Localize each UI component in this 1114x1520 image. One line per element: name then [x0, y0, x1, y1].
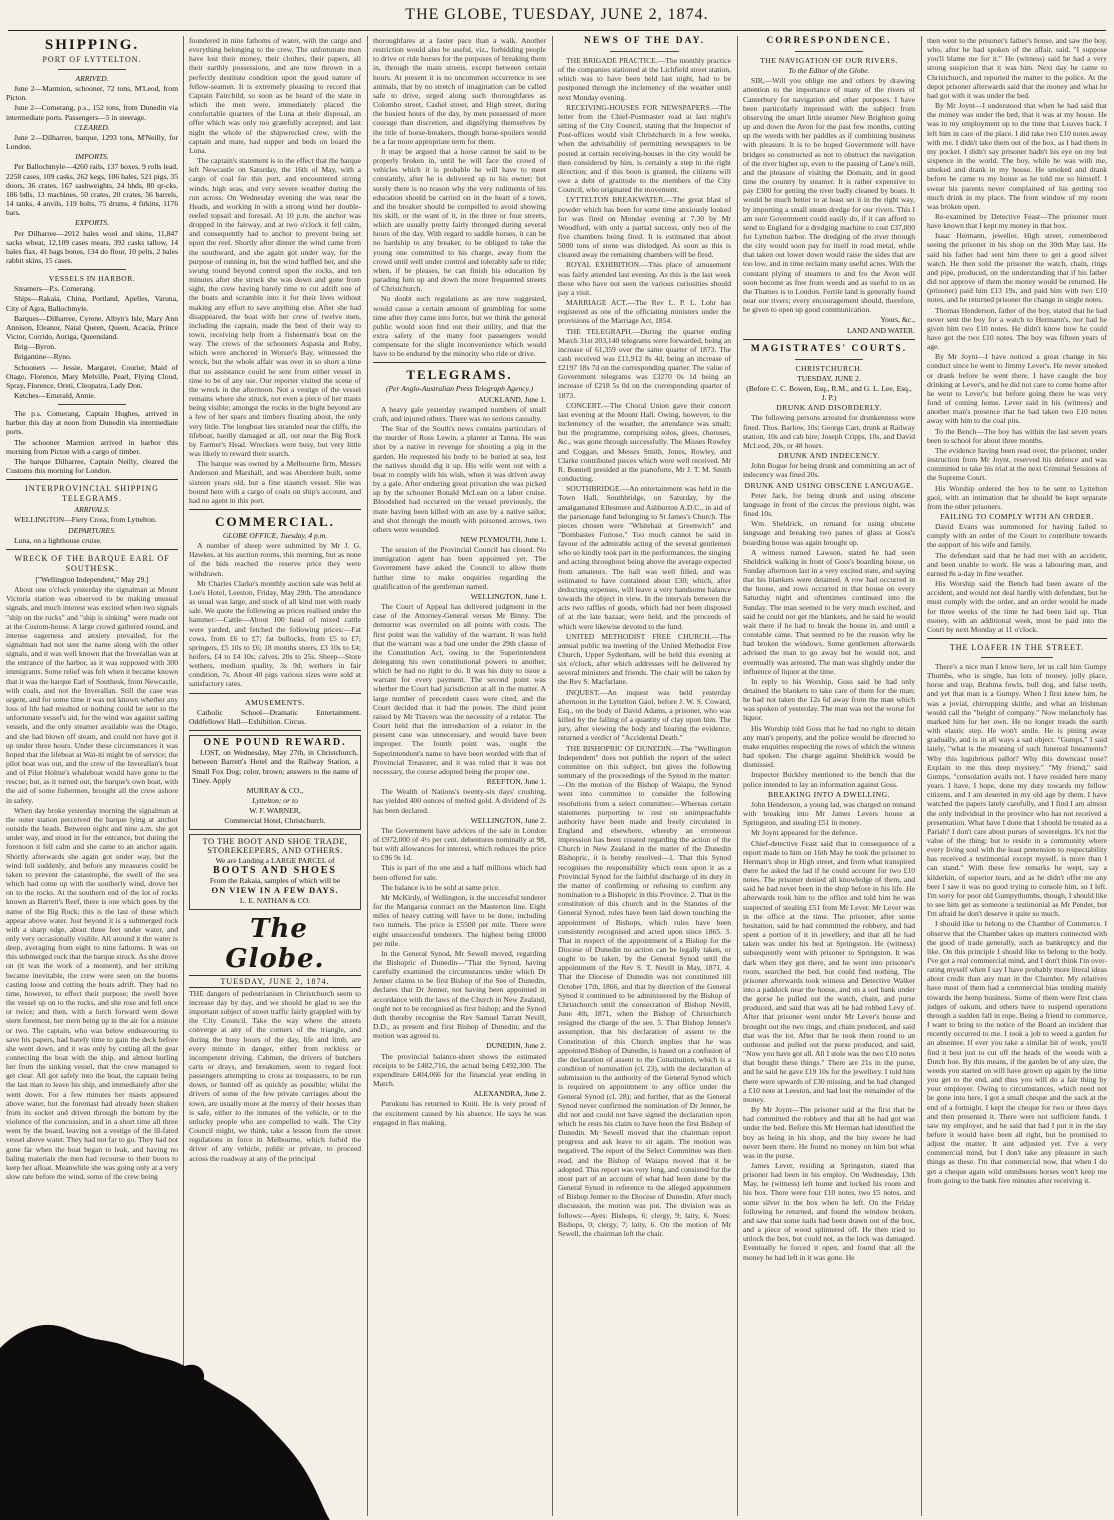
telegram-item: The session of the Provincial Council has closed. No immigration agent has been appointed yet. The Government have asked the Council to allow them further time to make enquiries regarding the qualification of the gentleman named.	[373, 545, 546, 591]
article-paragraph: About one o'clock yesterday the signalman at Mount Victoria station was observed to be making unusual signals, and much interest was excited when two signals "ship on the rocks" and "ship is sinking" were made out at the Custom-house. A large crowd gathered round, and intense eagerness and anxiety prevailed, for the signalman had not sent the name along with the other signals, and it was well known that the Inverallan was at the entrance of the harbor, as it was supposed with 300 immigrants. Some relief was felt when it became known that it was the barque Earl of Southesk, from Newcastle, with coals, and not the Inverallan. Still the case was urgent, and for some time it was not known whether any loss of life had resulted or nothing could be sent to the unfortunate vessel's aid, for the wind was against sailing vessels, and the only steamer available was the Otago, and she had blown off steam, and could not have got it up under three hours. Under these circumstances it was hoped that the lifeboat at Wai-iti might be of service; the pilot boat was out, and the crew of the Inverallan's boat and of Pilot Holme's whaleboat would have gone to the rescue; but, as it turned out, the barque's own boat, with the aid of some fishermen, brought all the crew ashore in safety.	[6, 585, 178, 805]
reward-ad-contact: MURRAY & CO.,	[246, 785, 304, 795]
subheading-departures: DEPARTURES.	[68, 525, 116, 535]
subheading-arrived: ARRIVED.	[75, 74, 109, 83]
news-item: THE BRIGADE PRACTICE.—The monthly practice of the companies stationed at the Lichfield street station, which was to have been held last night, had to be postponed through the inclemency of the weather until next Monday evening.	[558, 56, 731, 102]
vessel-list-item: Brig—Byron.	[14, 342, 56, 352]
telegram-item: A heavy gale yesterday swamped numbers of small craft, and injured others. There was no serious casualty.	[373, 404, 546, 423]
case-paragraph: James Lever, residing at Springston, stated that prisoner had been in his employ. On Wednesday, 13th May, he (witness) left home and locked his room and his box. There were four £10 notes, two £5 notes, and some silver in the box when he left. On the Friday following he returned, and found the window broken, and saw that some nails had been drawn out of the box, and a piece of wood splintered off. He then tried to unlock the box, but could not, as the lock was damaged. Eventually he forced it open, and found that all the money he had left in it was gone. He	[743, 1160, 915, 1262]
subheading-port: PORT OF LYTTELTON.	[42, 55, 142, 64]
case-paragraph: A witness named Lawson, stated he had seen Sheldrick walking in front of Goss's boarding house, on Sunday afternoon last in a very excited state, and saying that his blankets were detained. A row had occurred in the house, and rows occurred in that house on every Saturday night and oftentimes continued into the Sunday. The man seemed to be very much excited, and said he could not get the blankets, and he said he would wait there if he had to break the house in, and until a constable came. That seemed to be the reason why he had broken the windows. Some gentlemen afterwards advised the man to go away but he would not, and eventually was arrested. The man was slightly under the influence of liquor at the time.	[743, 547, 915, 676]
news-item: CONCERT.—The Choral Union gave their concert last evening at the Mount Hall. Owing, however, to the inclemency of the weather, the attendance was small; but the programme, comprising solos, glees, choruses, &c., was gone through successfully. The Misses Rowley and Coggan, and Messrs Smith, Jones, Rowley, and Clarke contributed pieces which were well received. Mr R. Bonnell presided at the pianoforte, Mr J. T. M. Smith conducting.	[558, 400, 731, 484]
letter-heading: THE NAVIGATION OF OUR RIVERS.	[760, 56, 898, 65]
section-heading-news: NEWS OF THE DAY.	[583, 36, 706, 46]
arrival-entry: WELLINGTON—Fiery Cross, from Lyttelton.	[14, 515, 157, 525]
case-heading: DRUNK AND INDECENCY.	[778, 451, 880, 461]
telegram-agency: (Per Anglo-Australian Press Telegraph Agency.)	[385, 384, 533, 394]
telegram-item: Purukutu has returned to Kuiti. He is very proud of the excitement caused by his absence. He says he was engaged in flax making.	[373, 1099, 546, 1127]
column-rule	[183, 36, 184, 1516]
case-paragraph: David Evans was summoned for having failed to comply with an order of the Court to contribute towards the support of his wife and family.	[927, 522, 1107, 550]
shipping-note: The schooner Marmion arrived in harbor this morning from Picton with a cargo of timber.	[6, 437, 178, 456]
article-paragraph: A number of sheep were submitted by Mr J. G. Hawkes, at his auction rooms, this morning, but as none of the bids reached the reserve price they were withdrawn.	[189, 541, 361, 578]
editorial-masthead: The Globe.	[225, 913, 325, 974]
news-item: THE BISHOPRIC OF DUNEDIN.—The "Wellington Independent" does not publish the report of the select committee on this subject, but gives the following summary of the proceedings of the Synod in the matter:—On the motion of the Bishop of Waiapu, the Synod went into committee to consider the following resolutions from a select committee:—Whereas certain statements purporting to rest on unimpeachable authority have been made and freely circulated in England and elsewhere, whereby an erroneous impression has been created regarding the action of the Church in New Zealand in the matter of the Dunedin Bishopric, it is hereby resolved—1. That this Synod recognises the responsibility which rests upon it as a Provincial Synod for the faithful discharge of its duty in the matter of confirming or refusing to confirm any nomination to a Bishopric in this Province. 2. That in the constitution of this church and in the Statutes of the General Synod, rules have been laid down touching the appointment of Bishops, which rules have been consistently recognised and acted upon since 1865. 3. That in respect of the appointment of a Bishop for the Diocese of Dunedin no action can be legally taken, or ought to be taken, by the General Synod until the appointment of the Rev S. T. Nevill in May, 1871. 4. That the Diocese of Dunedin was not constituted till October 17th, 1866, and that by direction of the General Synod it continued to be administered by the Bishop of Christchurch until the consecration of Bishop Nevill, June 4th, 1871, when the Bishop of Christchurch resigned the charge of the see. 5. That Bishop Jenner's assumption, that his declaration of assent to the Constitution of this Church implies that he was appointed Bishop of Dunedin, is based on a confusion of the declaration of assent to the Constitution, which is a condition of nomination (cl. 23), with the declaration of submission to the authority of the General Synod which is required on appointment to any office under the General Synod (cl. 28); and further, that as the General Synod never confirmed the nomination of Dr Jenner, he did not and could not have signed the declaration upon which he rests his claim to have been the first Bishop of Dunedin. Mr Sewell moved that the chairman report progress and ask leave to sit again. The motion was negatived. The report of the Select Committee was then read, and the Bishop of Waiapu moved that it be adopted. This report was very long, and consisted for the most part of an account of what had been done by the General Synod in reference to the alleged appointment of Bishop Jenner to the Diocese of Dunedin. After much discussion, the motion was put. The division was as follows:—Ayes: Bishops, 6; clergy, 9; laity, 6. Noes: Bishops, 0; clergy, 7; laity, 6. On the motion of Mr Sewell, the chairman left the chair.	[558, 743, 731, 1238]
arrival-entry: June 2—Comerang, p.s., 152 tons, from Dunedin via intermediate ports. Passengers—5 in steerage.	[6, 103, 178, 122]
case-paragraph: John Bogue for being drunk and committing an act of indecency was fined 20s.	[743, 461, 915, 480]
telegram-item: This is part of the one and a half millions which had been offered for sale.	[373, 863, 546, 882]
column-rule	[367, 36, 368, 1516]
telegram-dateline: WELLINGTON, June 1.	[470, 591, 546, 601]
column-5-correspondence	[743, 36, 915, 1506]
section-heading-commercial: COMMERCIAL.	[215, 513, 335, 529]
news-item: UNITED METHODIST FREE CHURCH.—The annual public tea meeting of the United Methodist Free Church, Upper Sydenham, will be held this evening at six o'clock, after which addresses will be delivered by several ministers and friends. The chair will be taken by the Rev S. Macfarlane.	[558, 631, 731, 687]
letter-paragraph: SIR,—Will you oblige me and others by drawing attention to the importance of many of the rivers of Canterbury for navigation and other purposes. I have been particularly impressed with the subject from observing the smart little steamer New Brighton going up and down the Avon for the past few months, cutting up the weeds with her paddles as if combining business with pleasure. It is to be hoped Government will have bridges so constructed as not to obstruct the navigation of the river higher up, even to the passing of Lane's mill, and the pleasure of visiting the Domain, and in good time the country by steamer. It is rather expensive to pay £300 for getting the river badly cleaned by boats. It would be much better to at least set it in the right way, by importing a small steam dredge for our rivers. This I am sure Government could easily do, if it can afford to send to England for a dredging machine to cost £37,000 for Lyttelton harbor. The dredging of the river through the city would soon pay for itself in road metal, while that taken out lower down would raise the sides that are too low, and in time reclaim many useful acres. With the constant plying of steamers to and fro the Avon will soon become as free from weeds and as useful to us as the Thames is to London. Fertile land is generally found near our rivers; every encouragement should, therefore, be given to open up good communication.	[743, 76, 915, 315]
section-heading-shipping: SHIPPING.	[44, 37, 140, 53]
boots-ad-text: From the Rakaia, samples of which will be	[209, 876, 341, 886]
case-paragraph: His Worship told Goss that he had no right to detain any man's property, and the police would be directed to make enquiries respecting the rows of which the witness had spoken. The charge against Sheldrick would be dismissed.	[743, 723, 915, 770]
column-3-telegrams	[373, 36, 546, 1506]
amusements-list: Catholic School—Dramatic Entertainment. Oddfellows' Hall—Exhibition. Circus.	[189, 707, 361, 726]
telegram-dateline: WELLINGTON, June 2.	[470, 815, 546, 825]
case-paragraph: Mr Joynt appeared for the defence.	[751, 828, 858, 838]
case-paragraph: His Worship said the Bench had been aware of the accident, and would not deal hardly with defendant, but he must comply with the order, and an order would be made for three weeks of the time he had been laid up. That money, with an additional week, must be paid into the Court by next Monday at 11 o'clock.	[927, 579, 1107, 634]
case-paragraph: Thomas Henderson, father of the boy, stated that he had never sent the boy for a watch to Hermann's, nor had he given him two £10 notes. He didn't know how he could have got the two £10 notes. The boy was fifteen years of age.	[927, 305, 1107, 352]
case-paragraph: Peter Jack, for being drunk and using obscene language in front of the circus the previous night, was fined 10s.	[743, 490, 915, 519]
subheading-imports: IMPORTS.	[75, 152, 109, 162]
article-paragraph: Mr Charles Clarke's monthly auction sale was held at Loe's Hotel, Leeston, Friday, May 29th. The attendance as usual was large, and stock of all kind met with ready sale. We quote the following as prices realised under the hammer:—Cattle—About 100 head of mixed cattle were yarded, and fetched the following prices:—Fat cows, from £6 to £7; fat bullocks, from £5 to £7; springers, £5 10s to £6; 18 months steers, £3 10s to £4; heifers, £4 to £4 10s; calves, 20s to 25s. Sheep—Store wethers, medium quality, 3s 9d; wethers in fair condition, 7s. About 40 pigs various sizes were sold at satisfactory rates.	[189, 578, 361, 689]
court-bench: (Before C. C. Bowen, Esq., R.M., and G. L. Lee, Esq., J. P.)	[746, 384, 912, 403]
subheading-arrivals: ARRIVALS.	[74, 505, 110, 515]
editorial-dateline: TUESDAY, JUNE 2, 1874.	[189, 975, 361, 988]
boots-ad-heading: TO THE BOOT AND SHOE TRADE, STOREKEEPERS, AND OTHERS.	[202, 835, 348, 855]
subheading-interprovincial: INTERPROVINCIAL SHIPPING TELEGRAMS.	[25, 484, 159, 504]
news-item: RECEIVING-HOUSES FOR NEWSPAPERS.—The letter from the Chief-Postmaster read at last night's sitting of the City Council, stating that the Inspector of Post-offices would visit Christchurch in a few weeks, when the advisability of permitting newspapers to be posted at certain receiving-houses in the city would be then considered by him, is certainly a step in the right direction; and if this boon is granted, the citizens will owe a debt of gratitude to the members of the City Council, who originated the movement.	[558, 102, 731, 195]
case-paragraph: John Henderson, a young lad, was charged on remand with breaking into Mr James Levers house at Springston, and stealing £51 in money.	[743, 799, 915, 828]
vessel-list-item: Ketches—Emerald, Annie.	[14, 391, 96, 400]
case-paragraph: Isaac Hermann, jeweller, High street, remembered seeing the prisoner in his shop on the 30th May last. He said his father had sent him there to get a good silver watch. He then sold the prisoner the watch, chain, rings and pipe, produced, on the understanding that if his father did not approve of them the money would be returned. He (prisoner) paid him £13 19s, and paid him with two £10 notes, and he returned prisoner the change in single notes.	[927, 231, 1107, 305]
telegram-item: The Court of Appeal has delivered judgment in the case of the Attorney-General versus Mr Binny. The demurrer was overruled on all points with costs. The first point was the validity of the warrant. It was held that the warrant was a bad one under the 29th clause of the Constitution Act, owing to the Superintendent delegating his own constitutional powers to another, which he had no right to do. It was his duty to issue a warrant for every payment. The second point was whether the Court had jurisdiction at all in the matter. A large number of precedent cases were cited, and the Court decided that it had the power. The third point raised by Mr Travers was the necessity of a relator. The Court held that the introduction of a relator in the present case was unnecessary, and would have been improper. The fourth point was, ought the Superintendent's name to have been worded with that of Provincial Treasurer, and it was ruled that it was not necessary, the course adopted being the proper one.	[373, 602, 546, 776]
case-paragraph: Wm. Sheldrick, on remand for using obscene language and breaking two panes of glass at Goss's boarding house was again brought up.	[743, 519, 915, 547]
boots-ad-text: We are Landing a LARGE PARCEL of	[215, 855, 335, 865]
article-source: ["Wellington Independent," May 29.]	[35, 574, 149, 584]
case-paragraph: In reply to his Worship, Goss said he had only detained the blankets to take care of them for the man; he had not taken the 12s 6d away from the man which was spoken of yesterday. The man was not the worse for liquor.	[743, 676, 915, 723]
advertisement-boots	[189, 834, 361, 910]
boots-ad-merchant: L. E. NATHAN & CO.	[239, 896, 311, 906]
advertisement-reward	[189, 735, 361, 829]
telegram-item: Mr McKirdy, of Wellington, is the successful tenderer for the Mangarua contract on the Masterton line. Eight miles of heavy cutting will have to be done, including two tunnels. The price is £5500 per mile. There were eight unsuccessful tenderers. The highest being £8000 per mile.	[373, 892, 546, 948]
reward-ad-contact: Commercial Hotel, Christchurch.	[224, 816, 326, 826]
article-paragraph: I should like to belong to the Chamber of Commerce. I observe that the Chamber takes up matters connected with the good of trade generally, such as bankruptcy and the like. On this principle I should like to belong to the body. I've got a real commercial mind, and I don't think I'm over-rating myself when I say I have probably more literal ideas about credit than any man in the Chamber. My relatives have most of them had a commercial bias tending mainly towards the hemp business. Some of them were first class judges of oakum, and others have to suspend operations through a sudden fall in rope. Being a friend to commerce, I want to bring to the notice of the Board an incident that recently occurred to me. I took a job to weed a garden for an absentee. If ever you take a similar bit of work, you'll find it best just to cut off the heads of the weeds with a Dutch hoe. By this means, if the garden be of any size, the weeds you started on will have grown up again by the time you get to the end, and thus you will do a fair thing by your employer. Owing to circumstances, which need not be gone into here, I got a small cheque and the sack at the end of a fortnight. I kept the cheque for two or three days and then presented it. There were not sufficient funds. I saw my employer, and he said that had I put it in the day before it would have been all right, but he promised to adjust the matter. It aint adjusted yet. I've a very commercial mind, but I don't take any pleasure in such things as these. I'm that commercial now, that when I do get a cheque again wild omnibuses horses won't keep me from going to the bank five minutes after receiving it.	[927, 919, 1107, 1185]
telegram-item: The Government have advices of the sale in London of £972,000 of 4½ per cent. debentures nominally at 98, but with allowances for interest, which reduces the price to £96 9s 1d.	[373, 825, 546, 863]
telegram-item: The Star of the South's news contains particulars of the murder of Ross Lewin, a planter at Tanna. He was shot by a native in revenge for shooting a pig in the garden. He requested his body to be buried at sea, lest the natives should dig it up. His wife went out with a boat to comply with his wish, when it was driven away by a gale. After enduring great privation she was picked up by the schooner Ronald McLean on a labor cruise. Bloodshed had occurred on the vessel previously, the mate having been killed with an axe by a native sailor, and shot through the mouth with poisoned arrows, two others were wounded.	[373, 424, 546, 534]
shipping-note: The p.s. Comerang, Captain Hughes, arrived in harbor this day at noon from Dunedin via intermediate ports.	[6, 409, 178, 437]
cleared-entry: June 2—Dilharree, barque, 1293 tons, M'Neilly, for London.	[6, 132, 178, 152]
reward-ad-contact: Lyttelton; or to	[252, 796, 298, 806]
news-item: INQUEST.—An inquest was held yesterday afternoon in the Lyttelton Gaol, before J. W. S. Coward, Esq., on the body of David Adams, a prisoner, who was killed by the falling of a quantity of clay upon him. The jury, after viewing the body and hearing the evidence, returned a verdict of "Accidental Death."	[558, 687, 731, 743]
vessel-list-item: Ships—Rakaia, China, Portland, Apelles, Varuna, City of Agra, Ballochmyle.	[6, 294, 178, 313]
news-item: LYTTELTON BREAKWATER.—The great blast of powder which has been for some time anxiously looked for was fired on Monday evening at 7.30 by Mr Woodford, with only a partial success, only two of the five chambers being fired. It is estimated that about 5000 tons of stone was dislodged. As soon as this is cleared away the remaining chambers will be fired.	[558, 195, 731, 260]
case-paragraph: then went to the prisoner's father's house, and saw the boy, who, after he had spoken of the affair, said, "I suppose you'll blame me for it." He (witness) said he had a very strong suspicion that it was him. Next day he came to Christchurch, and reported the matter to the police. At the depot prisoner afterwards said that the money and what he had got with it was under the bed.	[927, 36, 1107, 100]
telegram-dateline: REEFTON, June 1.	[486, 777, 546, 787]
subheading-amusements: AMUSEMENTS.	[245, 697, 305, 707]
article-heading-wreck: WRECK OF THE BARQUE EARL OF SOUTHESK.	[14, 553, 170, 573]
subheading-cleared: CLEARED.	[74, 122, 110, 132]
case-paragraph: The following persons arrested for drunkenness were fined. Thos. Barlow, 10s; George Carr, drunk at Railway station, 10s and cab hire; Joseph Cripps, 10s, and David McLeod, 20s, or 48 hours.	[743, 413, 915, 450]
exports-entry: Per Dilharree—2012 bales wool and skins, 11,847 sacks wheat, 12,109 cases meats, 392 casks tallow, 14 bales flax, 41 bags bones, 134 do flour, 10 pelts, 2 bales rabbit skins, 15 cases.	[6, 228, 178, 265]
telegram-dateline: AUCKLAND, June 1.	[478, 394, 546, 404]
case-paragraph: By Mr Joynt—I understood that when he had said that the money was under the bed, that it was at my house. He was in my employment up to the time that Leaves back. I left him in care of the place. I did take two £10 notes away with me. I didn't take them out of the box, as I had them in my pocket. I didn't say prisoner hadn't his eye on my but sixpence in the world. The boy, while he was with me, smoked and drank in my house. He smoked and drank before he came to my house as he told me so himself. I swear his parents never complained of his getting too much drink in my place. The front window of my room was broken open.	[927, 101, 1107, 211]
letter-salutation: To the Editor of the Globe.	[788, 66, 870, 76]
telegram-item: The Wealth of Nations's twenty-six days' crushing, has yielded 400 ounces of melted gold. A dividend of 2s has been declared.	[373, 787, 546, 815]
column-2-commercial	[189, 36, 361, 1506]
article-heading-loafer: THE LOAFER IN THE STREET.	[949, 643, 1085, 652]
arrival-entry: June 2—Marmion, schooner, 72 tons, M'Leod, from Picton.	[6, 84, 178, 103]
case-paragraph: Re-examined by Detective Feast—The prisoner must have known that I kept my money in that box.	[927, 211, 1107, 231]
case-paragraph: His Worship ordered the boy to be sent to Lyttelton gaol, with an intimation that he should be kept separate from the other prisoners.	[927, 483, 1107, 511]
case-heading: DRUNK AND USING OBSCENE LANGUAGE.	[744, 480, 914, 490]
boots-ad-view: ON VIEW IN A FEW DAYS.	[211, 885, 339, 896]
newspaper-masthead-title: THE GLOBE, TUESDAY, JUNE 2, 1874.	[405, 6, 709, 23]
case-heading: DRUNK AND DISORDERLY.	[776, 403, 882, 413]
editorial-paragraph: No doubt such regulations as are now suggested, would cause a certain amount of grumbling for some time after they came into force, but we think the general public would soon find out their utility, and that the extra safety of the many foot passengers would compensate for the slight inconvenience which would have to be endured by the minority who ride or drive.	[373, 294, 546, 359]
shipping-note: The barque Dilharree, Captain Neilly, cleared the Customs this morning for London.	[6, 456, 178, 476]
telegram-item: In the General Synod, Mr Sewell moved, regarding the Bishopric of Dunedin—"That the Synod, having carefully examined the circumstances under which Dr Jenner claims to be first Bishop of the See of Dunedin, declares that Dr Jenner, not having been appointed in accordance with the laws of the Church in New Zealand, ought not to be recognised as first bishop; and the Synod doth thereby recognise the Rev Samuel Tarratt Nevill, D.D., as present and first Bishop of Dunedin; and the motion was agreed to.	[373, 948, 546, 1041]
column-4-news	[558, 36, 731, 1506]
editorial-paragraph: thoroughfares at a faster pace than a walk. Another restriction would also be useful, viz., forbidding people to drive or ride horses for the purposes of breaking them in, through the main streets, except between certain hours. At present it is no uncommon occurrence to see animals, that by no stretch of imagination can be called safe to drive, urged along such thoroughfares as Colombo street, Cashel street, and High street, during the busiest hours of the day, by men possessed of more courage than discretion, and dignifying themselves by the title of horse-breakers, though horse-spoilers would be a far more appropriate term for them.	[373, 36, 546, 146]
court-place: CHRISTCHURCH.	[795, 363, 863, 373]
news-item: MARRIAGE ACT.—The Rev L. P. L. Lohr has registered as one of the officiating ministers under the provisions of the Marriage Act, 1854.	[558, 298, 731, 326]
reward-ad-text: LOST, on Wednesday, May 27th, in Christchurch, between Barrett's Hotel and the Railway Station, a Small Fox Dog; color, brown; answers to the name of Tiney. Apply	[192, 748, 358, 785]
case-paragraph: Chief-detective Feast said that in consequence of a report made to him on 16th May he took the prisoner to Herman's shop in High street, and from what transpired there he asked the lad if he could account for two £10 notes. The prisoner denied all knowledge of them, and said he had never been in the shop before in his life. He afterwards took him to the office and told him he was suspected of stealing £51 from Mr Lever. Mr Lever was in the office at the time. The prisoner, after some hesitation, said he had committed the robbery, and had spent a portion of it in jewellery, and that all he had taken was under his bed at Springston. He (witness) subsequently went with prisoner to Springston. It was dark when they got there, and he went into prisoner's room, searched the bed, but could find nothing. The prisoner afterwards took witness and Detective Walker into a paddock near the house, and on a sod bank under the gorse he pulled out the watch, chain, and purse produced, and said that was all he had robbed Levy of. After that prisoner went under Mr Lever's house and brought out the two rings, and chain produced, and said that was the lot. After that he took them round to an outhouse and pulled out the purse produced, and said, "Now you have got all. All I stole was the two £10 notes that bought these things." There are 21s in the purse, and he said he gave £19 10s for the jewellery. I told him there were upwards of £30 missing, and he had changed a £10 note at Leeston, and had lost the remainder of the money.	[743, 838, 915, 1104]
case-paragraph: To the Bench—The boy has within the last seven years been to school for about three months.	[927, 426, 1107, 445]
article-paragraph: There's a nice man I know here, let us call him Gumpy Thumbs, who is single, has lots of money, jolly place, horse and trap, Brahma fowls, bull dog, and false teeth, and yet that man is a Gumpy. When I first knew him, he was a jovial, chirrupping skittle, and what an Irishman would call the "height of company." Now melancholy has marked him for her own. He no longer treads the earth with elastic step. He won't smile. He is pining away gradually, and is in all ways a sad object. "Gumps," I said lately, "what is the meaning of such funereal lineaments? Why this lugubrious pallor? Why this downcast nose? Explain to me this deep mystery." "My friend," said Gumps, "consolation avails not. I have resided here many years. I have, I hope, done my duty towards my fellow citizens, and I am deserted in my old age by them. I have watched the papers lately carefully, and I find I am almost the only individual in the province who has not received a presentation. What have I done that I should be treated as a Pariah? I don't care about purses of sovereigns. It's not the value of the thing; but to reside in a community where every living soul with the least pretension to respectability has received a testimonial except myself, is more than I can stand." With these few remarks he wept, say a kilderkin, of superior tears, and as he didn't offer me any beer I saw it was no good trying to console him, so I left. I'm sorry for poor old Gumpythumbs, though, I should like to see him get as someone a testimonial as Mr Pender, but I'm afraid he don't deserve it quite so much.	[927, 662, 1107, 919]
telegram-item: The provincial balance-sheet shows the estimated receipts to be £482,716, the actual being £492,300. The expenditure £404,066 for the financial year ending in March.	[373, 1051, 546, 1089]
column-rule	[552, 36, 553, 1516]
section-heading-correspondence: CORRESPONDENCE.	[766, 36, 892, 46]
subheading-exports: EXPORTS.	[75, 218, 109, 228]
boots-ad-product: BOOTS AND SHOES	[213, 864, 337, 876]
telegram-dateline: ALEXANDRA, June 2.	[473, 1089, 546, 1099]
case-paragraph: The defendant said that he had met with an accident, and been unable to work. He was a labouring man, and earned 8s a-day in fine weather.	[927, 550, 1107, 578]
column-1-shipping	[6, 36, 178, 1506]
reward-ad-heading: ONE POUND REWARD.	[203, 737, 347, 749]
commercial-dateline: GLOBE OFFICE, Tuesday, 4 p.m.	[222, 530, 328, 540]
case-paragraph: Inspector Buckley mentioned to the bench that the police intended to lay an information against Goss.	[743, 770, 915, 789]
telegram-dateline: DUNEDIN, June 2.	[486, 1041, 546, 1051]
case-heading: FAILING TO COMPLY WITH AN ORDER.	[940, 511, 1094, 521]
section-heading-telegrams: TELEGRAMS.	[406, 367, 513, 383]
news-item: SOUTHBRIDGE.—An entertainment was held in the Town Hall, Southbridge, on Saturday, by the amalgamated Ellesmere and Ashburton A.D.C., in aid of the parsonage fund belonging to St James's Church. The pieces chosen were "Whitebait at Greenwich" and "Bombastes Furioso." Too much cannot be said in favour of the admirable acting of the several gentlemen who so kindly took part in the performances, the singing and acting throughout being above the average expected from amateurs. The hall was well filled, and was estimated to have contained about £30; which, after deducting expenses, will leave a very handsome balance towards the object in view. In the intervals between the acts two raffles of goods, which had not been disposed of at the late bazaar, were held, and the proceeds of which were likewise devoted to the fund.	[558, 484, 731, 631]
article-paragraph: The barque was owned by a Melbourne firm, Messrs Anderson and Marshall, and was Aberdeen built, some sixteen years old, but a fine staunch vessel. She was bound here with a cargo of coals on ship's account, and had no agent in this port.	[189, 459, 361, 505]
article-paragraph: The captain's statement is to the effect that the barque left Newcastle on Saturday, the 16th of May, with a cargo of coal for this port, and encountered strong winds, high seas, and very severe weather during the run across. On Wednesday evening she was near the Heads, and working in with a strong wind her double-reefed topsail and foresail. At 10 p.m. the anchor was dropped in the fairway, and at two o'clock it fell calm, and consequently had to anchor to prevent being set upon the reef. Shortly after dinner the wind came from the southward, and she again got under way, for the purpose of running in, but the wind baffled her, and she swung round beyond control upon the rocks, and ten minutes after she struck she was down and gone from sight, the crew having barely time to cut adrift one of the boats and scramble into it for their lives without making any effort to save anything else. After she had disappeared, the boat with her crew of twelve men, including the captain, made the best of their way to town, receiving help from a fisherman's boat on the way. The crews of the schooners Aspasia and Ruby, which were anchored in Worser's Bay, witnessed the wreck, but the whole affair was over in so short a time that no assistance could be sent from either vessel in time to be of any use. Our reporter visited the scene of the wreck in the afternoon. Not a vestige of the vessel remains where she struck, not even a piece of her masts being visible; amongst the rocks in the bight beyond are a few of her spars and timbers floating about, the only very little. The longboat lies stranded near the cliffs, the lifeboat, hardly damaged at all, out near the Big Rock by Farmer's Head. Wreckers were busy, but very little was likely to reward their search.	[189, 156, 361, 459]
letter-signature: LAND AND WATER.	[847, 325, 915, 335]
section-heading-magistrates: MAGISTRATES' COURTS.	[750, 343, 908, 354]
case-paragraph: By Mr Joynt—I have noticed a great change in his conduct since he went to Jimmy Lever's. He never smoked or drank before he went there. I have caught the boy drinking at Lever's, and he did not care to come home after he went to Lever's; but before going there he was very fond of coming home. Lever said in his (witness) and another man's presence that he had taken two £10 notes away with him to the coal pits.	[927, 352, 1107, 426]
column-rule	[737, 36, 738, 1516]
article-paragraph: When day broke yesterday morning the signalman at the outer station perceived the barque lying at anchor outside the heads. Between eight and nine a.m. she got under way, and stood in for the entrance, but during the forenoon it fell calm and she came to an anchor again. Shortly afterwards she again got under way, but the wind fell suddenly, and before any measures could be taken to prevent the catastrophe, the swell of the sea which had come up with the southerly wind, drove her on to the rocks. At the southern end of the lot of rocks known as Barrett's Reef, there is one which goes by the name of the Big Rock; this is the last of these which appear above water. Just beyond it is a submerged rock with a sharp edge, about three feet under water, and only very occasionally visible. All around it the water is deep, averaging from eight to nine fathoms. It was on this submerged rock that the barque struck. As she drove on (it was the work of a moment), and her striking became inevitable, the crew were seen on the booms casting loose and cutting the boats adrift. They had no time, however, to effect their purpose; the swell hove the vessel up on to the rocks, and she rose and fell once or twice; and then, with a lurch forward went down stern foremost, her stern being up in the air for a minute or two. The captain, who was below endeavouring to save his papers, had barely time to gain the deck before she went down, and it was only by cutting all the gear connecting the boat with the ship, and almost hurling her from the sinking vessel, that the crew managed to get clear. All got safely into the boat, the captain being the last man to leave his ship, and immediately after she went down. For a few minutes her masts appeared above water, but the foremast had already been shaken from its socket and driven through the bottom by the violence of the concussion, and in a short time all three went by the board, leaving not a vestige of the ill-fated vessel above water. They had not far to go. They had not gone far when the boat began to leak, and having no baling materials the men had recourse to their boots to keep her afloat. Meanwhile she was going only at a very slow rate before the wind, some of the crew being	[6, 805, 178, 1182]
departure-entry: Luna, on a lighthouse cruise.	[14, 535, 102, 545]
court-date: TUESDAY, JUNE 2.	[797, 373, 861, 383]
reward-ad-contact: W. F. WARNER,	[249, 806, 301, 816]
column-rule	[921, 36, 922, 1516]
masthead-rule	[8, 30, 1106, 31]
column-6-court-loafer	[927, 36, 1107, 1506]
case-paragraph: By Mr Joynt—The prisoner said at the first that he had committed the robbery and that all he had got was under the bed. Before this Mr Herman had identified the boy as being in his shop, and the boy swore he had never been there. He found no money on him but what was in the purse.	[743, 1105, 915, 1160]
case-heading: BREAKING INTO A DWELLING.	[767, 789, 891, 799]
letter-signoff: Yours, &c.,	[880, 315, 915, 325]
article-paragraph: foundered in nine fathoms of water, with the cargo and everything belonging to the crew. The unfortunate men have lost their money, their clothes, their papers, all their earthly possessions, and are now thrown in a perfectly destitute condition upon the good nature of fellow-seamen. It is extremely pleasing to record that Captain Fairchild, so soon as he heard of the state in which the men were, immediately placed the comfortable quarters of the Luna at their disposal, an offer which was only too gratefully accepted; and last night the whole of the shipwrecked crew, with the captain and mate, had supper and beds on board the Luna.	[189, 36, 361, 155]
editorial-paragraph: It may be argued that a horse cannot be said to be properly broken in, until he will face the crowd of vehicles which it is probable he will have to meet constantly, after he is delivered up to his owner; but surely there is no reason why the very rudiments of his education should be carried on in the heart of a town, and the breaker should be compelled to avoid showing his skill, or the want of it, in the three or four streets, which are usually pretty fairly thronged during several hours of the day. With regard to saddle horses, it can be no hardship to any breaker, to be obliged to take the young one committed to his charge, away from the crowd until well under control and tolerably safe to ride; when, if he pleases, he can finish his education by parading him up and down the more frequented streets of Christchurch.	[373, 146, 546, 294]
imports-entry: Per Ballochmyle—4260 rails, 137 boxes, 9 rolls lead, 2258 cases, 109 casks, 262 kegs, 106 bales, 521 pigs, 35 doors, 36 crates, 167 sashweights, 24 hhds, 80 qr-cks, 186 bdls, 13 machines, 50 crates, 20 crates, 56 barrels, 14 tanks, 4 anvils, 119 bolts, 75 drums, 4 firkins, 1176 bars.	[6, 162, 178, 218]
editorial-paragraph: THE dangers of pedestrianism in Christchurch seem to increase day by day, and we should be glad to see the important subject of street traffic fairly grappled with by the City Council. Take the way where the streets converge at any of the corners of the triangle, and during the busy hours of the day, life and limb, are every minute in danger, either from reckless or incompetent driving. Cabmen, the drivers of butchers carts or drays, and breaksmen, seem to regard foot passengers attempting to cross as trespassers, to be run down, or hunted off as quickly as possible; whilst the drivers of some of the few private carriages about the town, are usually more at the mercy of their horses than is safe, either to the inmates of the vehicle, or to the unlucky people who are compelled to walk. The City Council might, we think, take a lesson from the street regulations in force in Melbourne, which forbid the driver of any vehicle, public or private, to proceed across the roadway at any of the principal	[189, 988, 361, 1163]
telegram-dateline: NEW PLYMOUTH, June 1.	[460, 534, 546, 544]
news-item: ROYAL EXHIBITION.—This place of amusement was fairly attended last evening. As this is the last week those who have not seen the various curiosities should pay a visit.	[558, 260, 731, 297]
vessel-list-item: Steamers—P.s. Comerang.	[14, 284, 95, 294]
vessel-list-item: Schooners — Jessie, Margaret, Courier, Maid of Otago, Florence, Mary Melville, Pearl, Flying Cloud, Spray, Florence, Oreti, Cleopatra, Lady Don.	[6, 362, 178, 390]
masthead	[0, 0, 1114, 34]
news-item: THE TELEGRAPH.—During the quarter ending March 31st 203,140 telegrams were forwarded, being an increase of 61,359 over the same quarter of 1873. The cash received was £11,912 8s 4d, being an increase of £2197 18s 7d on the corresponding quarter. The value of Government telegrams was £3270 0s 1d being an increase of £218 5s 0d on the corresponding quarter of 1873.	[558, 326, 731, 400]
telegram-item: The balance is to be sold at same price.	[381, 882, 501, 892]
vessel-list-item: Brigantine—Ryno.	[14, 352, 72, 362]
case-paragraph: The evidence having been read over, the prisoner, under instruction from Mr Joynt, reserved his defence and was committed to take his trial at the next Criminal Sessions of the Supreme Court.	[927, 445, 1107, 483]
subheading-vessels: VESSELS IN HARBOR.	[48, 274, 136, 284]
vessel-list-item: Barques—Dilharree, Cyrene, Albyn's Isle, Mary Ann Annison, Eleanor, Natal Queen, Queen, Acacia, Prince Victor, Corrido, Auriga, Queensland.	[6, 313, 178, 342]
